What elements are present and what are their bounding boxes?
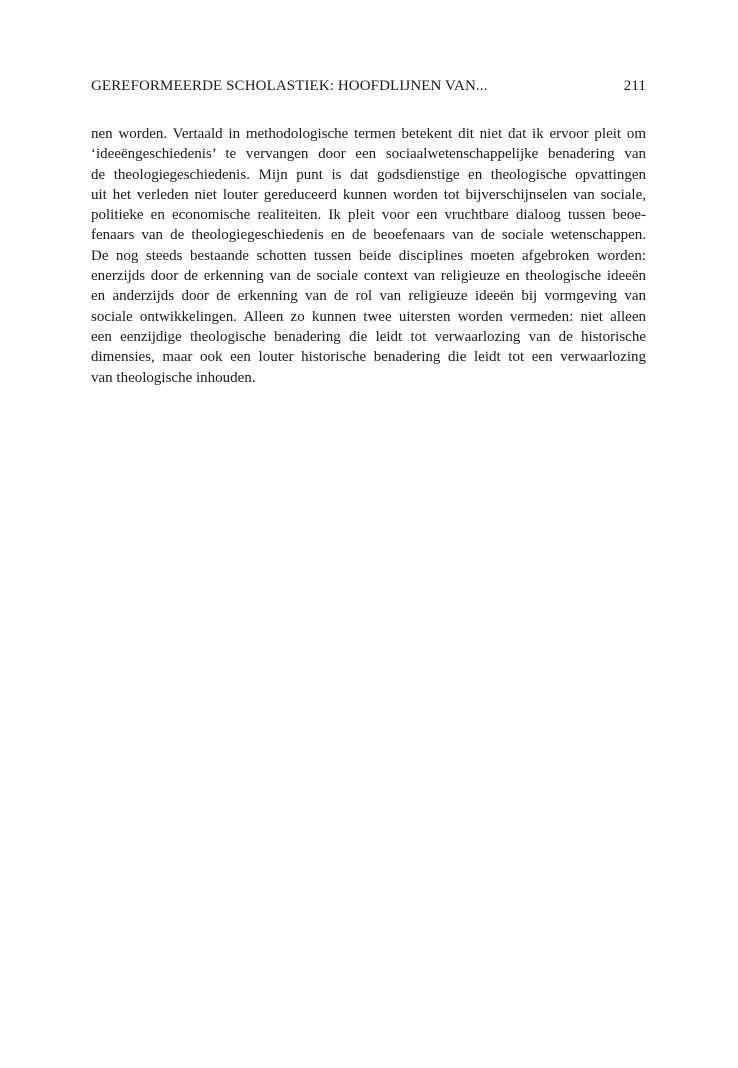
text-line: een eenzijdige theologische benadering die leidt tot verwaarlozing van de historische bbox=[91, 328, 646, 345]
text-line: van theologische inhouden. bbox=[91, 369, 256, 386]
text-line: de theologiegeschiedenis. Mijn punt is dat godsdienstige en theologische opvattingen bbox=[91, 166, 646, 183]
text-line: nen worden. Vertaald in methodologische termen betekent dit niet dat ik ervoor pleit om bbox=[91, 126, 646, 142]
running-title: GEREFORMEERDE SCHOLASTIEK: HOOFDLIJNEN VAN... bbox=[91, 78, 488, 94]
text-line: politieke en economische realiteiten. Ik pleit voor een vruchtbare dialoog tussen beoe- bbox=[91, 207, 646, 224]
text-line: sociale ontwikkelingen. Alleen zo kunnen twee uitersten worden vermeden: niet alleen bbox=[91, 308, 646, 325]
text-line: uit het verleden niet louter gereduceerd kunnen worden tot bijverschijnselen van sociale, bbox=[91, 186, 646, 203]
text-line: fenaars van de theologiegeschiedenis en de beoefenaars van de sociale wetenschappen. bbox=[91, 227, 646, 244]
body-paragraph bbox=[91, 124, 646, 388]
page-number: 211 bbox=[623, 78, 646, 94]
text-line: De nog steeds bestaande schotten tussen beide disciplines moeten afgebroken worden: bbox=[91, 247, 646, 264]
running-header bbox=[91, 78, 646, 100]
text-line: en anderzijds door de erkenning van de rol van religieuze ideeën bij vormgeving van bbox=[91, 288, 646, 305]
text-line: enerzijds door de erkenning van de sociale context van religieuze en theologische ideeën bbox=[91, 268, 646, 285]
text-line: ‘ideeëngeschiedenis’ te vervangen door een sociaalwetenschappelijke benadering van bbox=[91, 146, 646, 163]
text-line: dimensies, maar ook een louter historische benadering die leidt tot een verwaarlozing bbox=[91, 349, 646, 366]
